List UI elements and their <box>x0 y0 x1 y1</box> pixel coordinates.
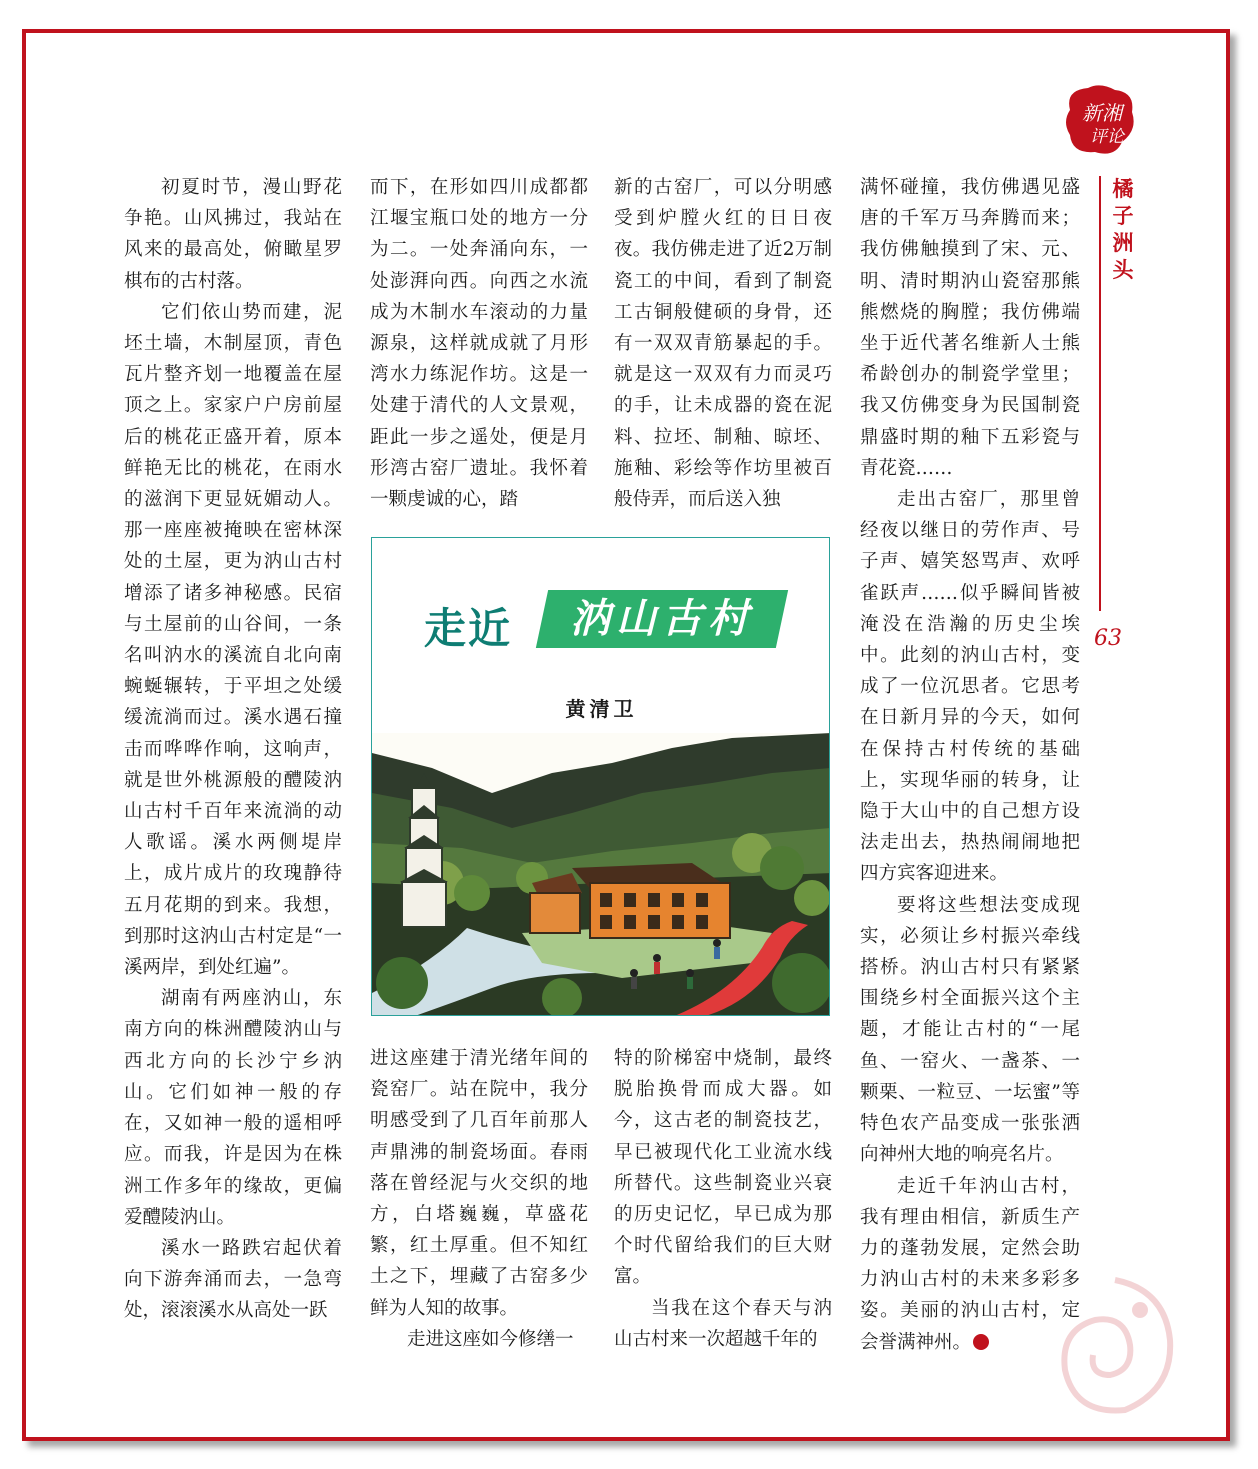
paragraph: 要将这些想法变成现实，必须让乡村振兴牵线搭桥。汭山古村只有紧紧围绕乡村全面振兴这个主题，才能让古村的“一尾鱼、一窑火、一盏茶、一颗栗、一粒豆、一坛蜜”等特色农产品变成一张张洒向神州大地的响亮名片。 <box>860 894 1080 1166</box>
svg-text:新湘: 新湘 <box>1082 101 1122 125</box>
page-number: 63 <box>1094 626 1122 651</box>
paragraph: 进这座建于清光绪年间的瓷窑厂。站在院中，我分明感受到了几百年前那人声鼎沸的制瓷场面。春雨落在曾经泥与火交织的地方，白塔巍巍，草盛花繁，红土厚重。但不知红土之下，埋藏了古窑多少鲜为人知的故事。 <box>370 1048 588 1319</box>
paragraph: 它们依山势而建，泥坯土墙，木制屋顶，青色瓦片整齐划一地覆盖在屋顶之上。家家户户房前屋后的桃花正盛开着，原本鲜艳无比的桃花，在雨水的滋润下更显妩媚动人。那一座座被掩映在密林深处的土屋，更为汭山古村增添了诸多神秘感。民宿与土屋前的山谷间，一条名叫汭水的溪流自北向南蜿蜒辗转，于平坦之处缓缓流淌而过。溪水遇石撞击而哗哗作响，这响声，就是世外桃源般的醴陵汭山古村千百年来流淌的动人歌谣。溪水两侧堤岸上，成片成片的玫瑰静待五月花期的到来。我想，到那时这汭山古村定是“一溪两岸，到处红遍”。 <box>124 301 342 979</box>
paragraph: 初夏时节，漫山野花争艳。山风拂过，我站在风来的最高处，俯瞰星罗棋布的古村落。 <box>124 177 342 292</box>
paragraph: 新的古窑厂，可以分明感受到炉膛火红的日日夜夜。我仿佛走进了近2万制瓷工的中间，看到了制瓷工古铜般健硕的身骨，还有一双双青筋暴起的手。就是这一双双有力而灵巧的手，让未成器的瓷在泥料、拉坯、制釉、晾坯、施釉、彩绘等作坊里被百般侍弄，而后送入独 <box>614 177 832 511</box>
paragraph: 湖南有两座汭山，东南方向的株洲醴陵汭山与西北方向的长沙宁乡汭山。它们如神一般的存在，又如神一般的遥相呼应。而我，许是因为在株洲工作多年的缘故，更偏爱醴陵汭山。 <box>124 988 342 1228</box>
section-divider-line <box>1099 176 1101 611</box>
paragraph: 满怀碰撞，我仿佛遇见盛唐的千军万马奔腾而来；我仿佛触摸到了宋、元、明、清时期汭山瓷窑那熊熊燃烧的胸膛；我仿佛端坐于近代著名维新人士熊希龄创办的制瓷学堂里；我又仿佛变身为民国制瓷鼎盛时期的釉下五彩瓷与青花瓷…… <box>860 177 1080 479</box>
paragraph: 走出古窑厂，那里曾经夜以继日的劳作声、号子声、嬉笑怒骂声、欢呼雀跃声……似乎瞬间皆被淹没在浩瀚的历史尘埃中。此刻的汭山古村，变成了一位沉思者。它思考在日新月异的今天，如何在保持古村传统的基础上，实现华丽的转身，让隐于大山中的自己想方设法走出去，热热闹闹地把四方宾客迎进来。 <box>860 489 1080 885</box>
article-title-banner <box>536 590 788 648</box>
paragraph: 而下，在形如四川成都都江堰宝瓶口处的地方一分为二。一处奔涌向东，一处澎湃向西。向西之水流成为木制水车滚动的力量源泉，这样就成就了月形湾水力练泥作坊。这是一处建于清代的人文景观，距此一步之遥处，便是月形湾古窑厂遗址。我怀着一颗虔诚的心，踏 <box>370 177 588 511</box>
article-title-box <box>371 537 830 1016</box>
column-2-top <box>370 172 588 515</box>
column-4 <box>860 172 1080 1358</box>
article-author: 黄清卫 <box>565 697 638 721</box>
column-2-bottom <box>370 1043 588 1355</box>
end-mark-icon <box>973 1334 989 1350</box>
column-1 <box>124 172 342 1327</box>
svg-text:评论: 评论 <box>1090 127 1124 147</box>
section-label: 橘子洲头 <box>1112 177 1134 282</box>
paragraph: 特的阶梯窑中烧制，最终脱胎换骨而成大器。如今，这古老的制瓷技艺，早已被现代化工业流水线所替代。这些制瓷业兴衰的历史记忆，早已成为那个时代留给我们的巨大财富。 <box>614 1048 832 1288</box>
paragraph-text: 走近千年汭山古村，我有理由相信，新质生产力的蓬勃发展，定然会助力汭山古村的未来多彩多姿。美丽的汭山古村，定会誉满神州。 <box>860 1175 1080 1353</box>
column-3-top <box>614 172 832 515</box>
decorative-watermark-icon <box>1045 1270 1185 1420</box>
article-title-part1: 走近 <box>424 604 513 653</box>
paragraph: 溪水一路跌宕起伏着向下游奔涌而去，一急弯处，滚滚溪水从高处一跃 <box>124 1237 342 1322</box>
magazine-logo-seal <box>1060 80 1140 160</box>
column-3-bottom <box>614 1043 832 1355</box>
paragraph: 当我在这个春天与汭山古村来一次超越千年的 <box>614 1297 832 1350</box>
paragraph: 走进这座如今修缮一 <box>407 1328 574 1350</box>
article-title-part2: 汭山古村 <box>570 595 754 642</box>
village-illustration <box>372 733 830 1016</box>
